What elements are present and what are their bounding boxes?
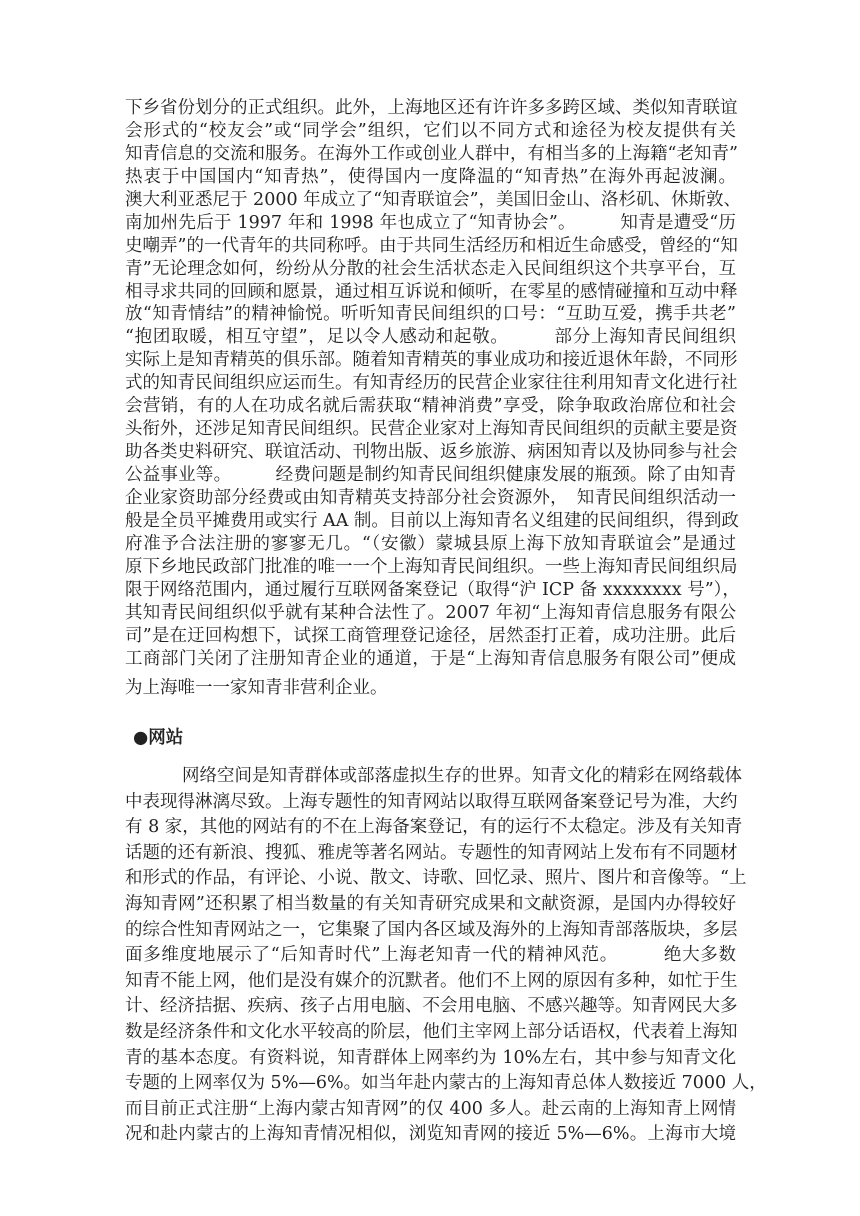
text-line: 青”无论理念如何，纷纷从分散的社会生活状态走入民间组织这个共享平台，互 — [125, 258, 736, 279]
text-line: 企业家资助部分经费或由知青精英支持部分社会资源外， 知青民间组织活动一 — [125, 487, 736, 508]
text-line: 其知青民间组织似乎就有某种合法性了。2007 年初“上海知青信息服务有限公 — [125, 602, 736, 623]
text-line: 府准予合法注册的寥寥无几。“（安徽）蒙城县原上海下放知青联谊会”是通过 — [125, 533, 736, 554]
text-line: 下乡省份划分的正式组织。此外，上海地区还有许许多多跨区域、类似知青联谊 — [125, 98, 738, 118]
text-line: 热衷于中国国内“知青热”，使得国内一度降温的“知青热”在海外再起波澜。 — [125, 166, 736, 187]
text-line: 助各类史料研究、联谊活动、刊物出版、返乡旅游、病困知青以及协同参与社会 — [125, 442, 738, 463]
text-line: 面多维度地展示了“后知青时代”上海老知青一代的精神风范。 绝大多数 — [125, 945, 736, 966]
text-line: 式的知青民间组织应运而生。有知青经历的民营企业家往往利用知青文化进行社 — [125, 373, 738, 394]
text-line: 中表现得淋漓尽致。上海专题性的知青网站以取得互联网备案登记号为准，大约 — [125, 791, 738, 812]
text-line: 数是经济条件和文化水平较高的阶层，他们主宰网上部分话语权，代表着上海知 — [125, 1021, 738, 1042]
text-line: 话题的还有新浪、搜狐、雅虎等著名网站。专题性的知青网站上发布有不同题材 — [125, 842, 738, 863]
text-line: 知青不能上网，他们是没有媒介的沉默者。他们不上网的原因有多种，如忙于生 — [125, 970, 738, 991]
text-line: 计、经济拮据、疾病、孩子占用电脑、不会用电脑、不感兴趣等。知青网民大多 — [125, 996, 738, 1017]
text-line: 会营销，有的人在功成名就后需获取“精神消费”享受，除争取政治席位和社会 — [125, 396, 736, 417]
text-line: 原下乡地民政部门批准的唯一一个上海知青民间组织。一些上海知青民间组织局 — [125, 556, 738, 577]
text-line: 公益事业等。 经费问题是制约知青民间组织健康发展的瓶颈。除了由知青 — [125, 465, 736, 485]
text-line: 工商部门关闭了注册知青企业的通道，于是“上海知青信息服务有限公司”便成 — [125, 648, 736, 669]
text-line: 况和赴内蒙古的上海知青情况相似，浏览知青网的接近 5%—6%。上海市大境 — [125, 1124, 736, 1145]
text-line: 海知青网”还积累了相当数量的有关知青研究成果和文献资源，是国内办得较好 — [125, 893, 736, 914]
text-line: 相寻求共同的回顾和愿景，通过相互诉说和倾听，在零星的感情碰撞和互动中释 — [125, 281, 738, 302]
paragraph-block-websites — [125, 764, 767, 1148]
paragraph-last-line: 为上海唯一一家知青非营利企业。 — [125, 678, 388, 698]
text-line: 而目前正式注册“上海内蒙古知青网”的仅 400 多人。赴云南的上海知青上网情 — [125, 1098, 736, 1119]
paragraph-block-organizations — [125, 97, 742, 670]
text-line: 实际上是知青精英的俱乐部。随着知青精英的事业成功和接近退休年龄，不同形 — [125, 350, 738, 371]
text-line: 南加州先后于 1997 年和 1998 年也成立了“知青协会”。 知青是遭受“历 — [125, 212, 736, 233]
text-line: “抱团取暖，相互守望”，足以令人感动和起敬。 部分上海知青民间组织 — [125, 327, 736, 348]
section-heading-websites: ●网站 — [133, 728, 184, 748]
text-line: 头衔外，还涉足知青民间组织。民营企业家对上海知青民间组织的贡献主要是资 — [125, 419, 738, 440]
text-line: 知青信息的交流和服务。在海外工作或创业人群中，有相当多的上海籍“老知青” — [125, 143, 738, 164]
text-line: 般是全员平摊费用或实行 AA 制。目前以上海知青名义组建的民间组织，得到政 — [125, 510, 739, 531]
text-line: 司”是在迂回构想下，试探工商管理登记途径，居然歪打正着，成功注册。此后 — [125, 625, 736, 646]
text-line: 专题的上网率仅为 5%—6%。如当年赴内蒙古的上海知青总体人数接近 7000 人， — [125, 1073, 767, 1094]
text-line: 限于网络范围内，通过履行互联网备案登记（取得“沪 ICP 备 xxxxxxxx 号”）， — [125, 579, 740, 600]
text-line: 史嘲弄”的一代青年的共同称呼。由于共同生活经历和相近生命感受，曾经的“知 — [125, 235, 738, 256]
text-line: 青的基本态度。有资料说，知青群体上网率约为 10%左右，其中参与知青文化 — [125, 1047, 736, 1068]
text-line: 和形式的作品，有评论、小说、散文、诗歌、回忆录、照片、图片和音像等。“上 — [125, 868, 747, 889]
text-line: 网络空间是知青群体或部落虚拟生存的世界。知青文化的精彩在网络载体 — [182, 766, 742, 786]
text-line: 会形式的“校友会”或“同学会”组织，它们以不同方式和途径为校友提供有关 — [125, 120, 736, 141]
text-line: 有 8 家，其他的网站有的不在上海备案登记，有的运行不太稳定。涉及有关知青 — [125, 817, 743, 838]
text-line: 放“知青情结”的精神愉悦。听听知青民间组织的口号：“互助互爱，携手共老” — [125, 304, 736, 325]
text-line: 的综合性知青网站之一，它集聚了国内各区域及海外的上海知青部落版块，多层 — [125, 919, 738, 940]
text-line: 澳大利亚悉尼于 2000 年成立了“知青联谊会”，美国旧金山、洛杉矶、休斯敦、 — [125, 189, 742, 210]
